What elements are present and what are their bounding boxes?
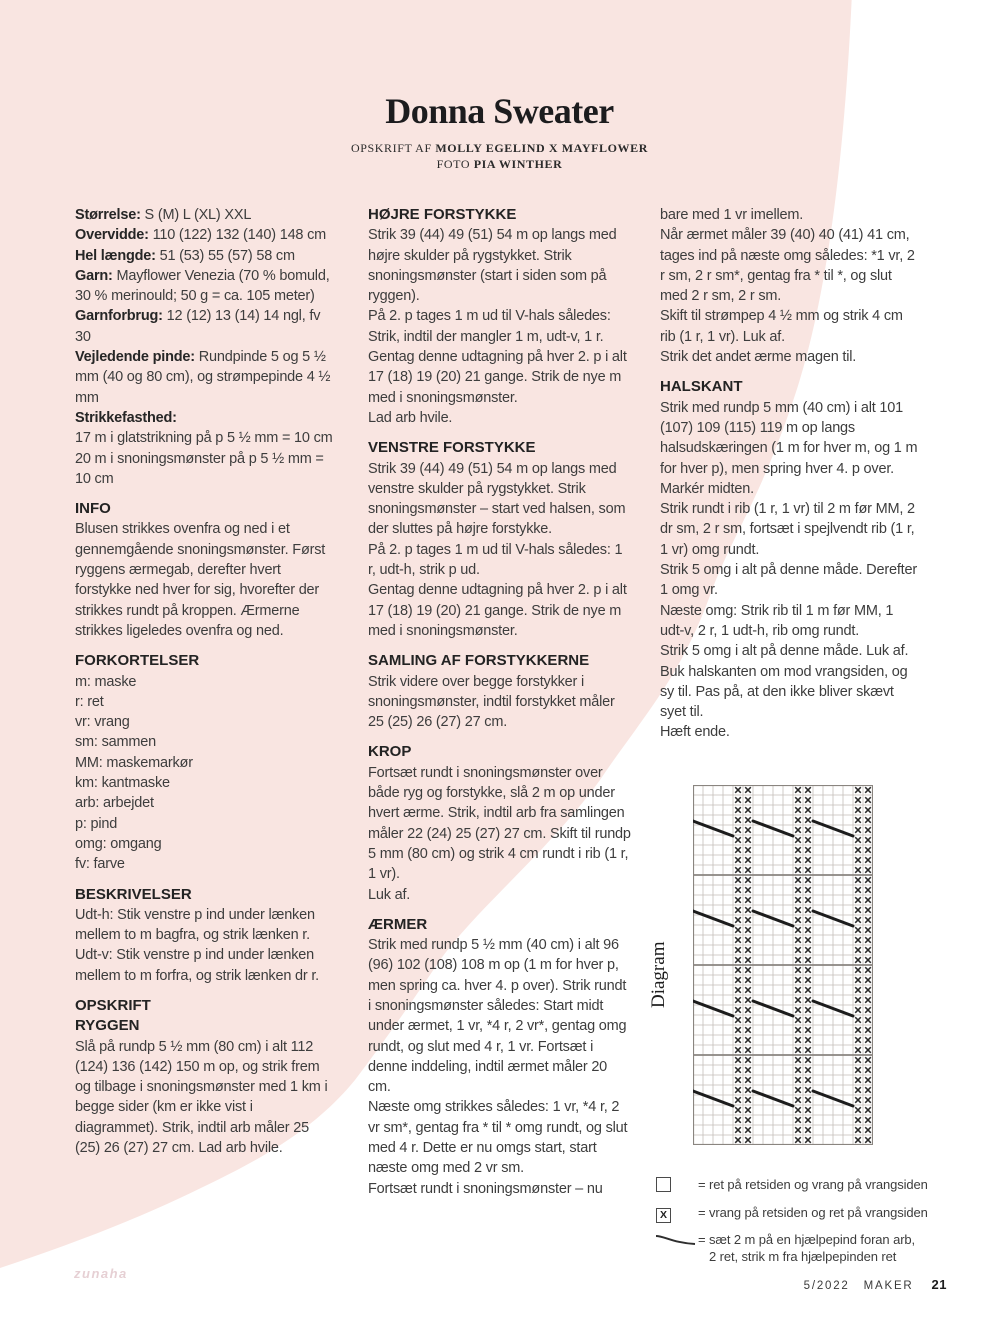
text-block [368, 651, 632, 671]
text-block [75, 306, 337, 347]
block-text: Udt-v: Stik venstre p ind under lænken mellem to m forfra, og strik lænken dr r. [75, 947, 320, 984]
text-block [368, 540, 632, 581]
block-text: Hæft ende. [660, 724, 730, 741]
fact-label: Garnforbrug: [75, 308, 163, 325]
text-block [660, 641, 920, 661]
block-text: 12 (12) 13 (14) 14 ngl, fv 30 [75, 308, 321, 345]
text-block [75, 1037, 337, 1159]
block-text: Strik rundt i rib (1 r, 1 vr) til 2 m før MM, 2 dr sm, 2 r sm, fortsæt i spejlvendt rib (1 r, 1 vr) omg rundt. [660, 501, 915, 558]
legend-text [698, 1231, 915, 1265]
block-text: På 2. p tages 1 m ud til V-hals således: 1 r, udt-h, strik p ud. [368, 541, 623, 579]
text-block [368, 347, 632, 408]
block-text: r: ret [75, 693, 104, 710]
photo-prefix: FOTO [436, 157, 474, 171]
knitting-chart [693, 785, 873, 1145]
block-text: Slå på rundp 5 ½ mm (80 cm) i alt 112 (124) 136 (142) 150 m op, og strik frem og tilbage i snoningsmønster med 1 km i begge sider (km er ikke vist i diagrammet). Strik, indtil arb måler 25 (25) 26 (27) 27 cm. Lad arb hvile. [75, 1038, 328, 1157]
block-text: Strik videre over begge forstykker i snoningsmønster, indtil forstykket måler 25 (25) 26 (27) 27 cm. [368, 673, 615, 731]
text-block [75, 1016, 337, 1036]
text-block [75, 519, 337, 641]
block-text: HØJRE FORSTYKKE [368, 206, 517, 223]
text-block [75, 499, 337, 519]
block-text: Buk halskanten om mod vrangsiden, og sy til. Pas på, at den ikke bliver skævt syet til. [660, 663, 908, 721]
x-glyph: X [656, 1208, 671, 1223]
x-square-icon [656, 1204, 698, 1223]
text-block [660, 560, 920, 601]
column-middle [368, 205, 632, 1199]
text-block [368, 438, 632, 458]
block-text: Næste omg: Strik rib til 1 m før MM, 1 udt-v, 2 r, 1 udt-h, rib omg rundt. [660, 602, 894, 639]
block-text: Strik 39 (44) 49 (51) 54 m op langs med venstre skulder på rygstykket. Strik snoningsmønster – start ved halsen, som der sluttes på højre forstykke. [368, 460, 626, 538]
block-text: Skift til strømpep 4 ½ mm og strik 4 cm rib (1 r, 1 vr). Luk af. [660, 308, 903, 345]
block-text: Næste omg strikkes således: 1 vr, *4 r, 2 vr sm*, gentag fra * til * omg rundt, og slut med 4 r. Dette er nu omgs start, start næste omg med 2 vr sm. [368, 1099, 628, 1177]
text-block [660, 499, 920, 560]
text-block [660, 306, 920, 347]
text-block [75, 428, 337, 448]
block-text: omg: omgang [75, 835, 162, 852]
block-text: 51 (53) 55 (57) 58 cm [155, 247, 295, 264]
block-text: ÆRMER [368, 915, 428, 933]
text-block [368, 763, 632, 885]
text-block [368, 641, 632, 651]
block-text: arb: arbejdet [75, 795, 154, 812]
footer-page-number: 21 [931, 1277, 947, 1292]
watermark: zunaha [74, 1266, 128, 1281]
fact-label: Størrelse: [75, 207, 141, 223]
block-text: m: maske [75, 673, 137, 690]
fact-label: Vejledende pinde: [75, 349, 195, 366]
fact-label: Hel længde: [75, 247, 156, 264]
block-text: S (M) L (XL) XXL [140, 207, 252, 223]
fact-label: Garn: [75, 267, 113, 284]
text-block [75, 266, 337, 307]
block-text: Fortsæt rundt i snoningsmønster over både ryg og forstykke, slå 2 m op under hvert ærme. Strik, indtil arb fra samlingen måler 22 (24) 25 (27) 27 cm. Skift til rundp 5 mm (80 cm) og strik 4 cm rundt i rib (1 r, 1 vr). [368, 764, 631, 883]
legend-item-purl [656, 1204, 956, 1223]
byline-authors: MOLLY EGELIND X MAYFLOWER [435, 141, 649, 155]
block-text: RYGGEN [75, 1017, 140, 1035]
text-block [75, 347, 337, 408]
block-text: sm: sammen [75, 734, 156, 751]
text-block [368, 1179, 632, 1199]
text-block [75, 945, 337, 986]
text-block [75, 814, 337, 834]
text-block [368, 408, 632, 428]
block-text: vr: vrang [75, 714, 130, 731]
byline-photo [0, 157, 999, 172]
legend-cable-line2: 2 ret, strik m fra hjælpepinden ret [709, 1249, 897, 1264]
fact-label: Overvidde: [75, 227, 149, 244]
text-block [660, 377, 920, 397]
byline-prefix: OPSKRIFT AF [350, 141, 436, 155]
text-block [368, 905, 632, 915]
footer-issue: 5/2022 [803, 1280, 850, 1292]
block-text: Blusen strikkes ovenfra og ned i et gennemgående snoningsmønster. Først ryggens ærmegab, derefter hvert forstykke ned hver for sig, hvorefter der strikkes rundt på kroppen. Ærmerne strikkes ligeledes ovenfra og ned. [75, 521, 326, 639]
text-block [660, 205, 920, 225]
text-block [368, 306, 632, 347]
text-block [75, 753, 337, 773]
text-block [75, 672, 337, 692]
block-text: SAMLING AF FORSTYKKERNE [368, 652, 590, 670]
block-text: HALSKANT [660, 378, 743, 396]
text-block [660, 662, 920, 723]
block-text: 110 (122) 132 (140) 148 cm [148, 227, 327, 244]
photo-author: PIA WINTHER [473, 157, 563, 171]
block-text: 17 m i glatstrikning på p 5 ½ mm = 10 cm [75, 430, 333, 447]
text-block [75, 489, 337, 499]
block-text: Gentag denne udtagning på hver 2. p i alt 17 (18) 19 (20) 21 gange. Strik de nye m med i snoningsmønster. [368, 349, 627, 406]
text-block [75, 408, 337, 428]
text-block [75, 205, 337, 225]
text-block [368, 732, 632, 742]
legend-cable-line1: = sæt 2 m på en hjælpepind foran arb, [698, 1232, 916, 1247]
block-text: INFO [75, 500, 111, 518]
page-title: Donna Sweater [385, 91, 614, 131]
text-block [660, 225, 920, 306]
text-block [75, 449, 337, 490]
text-block [75, 875, 337, 885]
legend-text: = vrang på retsiden og ret på vrangsiden [698, 1205, 928, 1220]
legend-text: = ret på retsiden og vrang på vrangsiden [698, 1177, 928, 1192]
block-text: BESKRIVELSER [75, 885, 192, 903]
text-block [75, 712, 337, 732]
text-block [368, 672, 632, 733]
text-block [75, 905, 337, 946]
page-footer [804, 1277, 947, 1292]
text-block [75, 986, 337, 996]
block-text: Når ærmet måler 39 (40) 40 (41) 41 cm, tages ind på næste omg således: *1 vr, 2 r sm, 2 r sm*, gentag fra * til *, og slut med 2 r sm, 2 r sm. [660, 227, 915, 305]
text-block [368, 428, 632, 438]
block-text: OPSKRIFT [75, 996, 151, 1014]
block-text: Mayflower Venezia (70 % bomuld, 30 % merinould; 50 g = ca. 105 meter) [75, 267, 330, 305]
block-text: VENSTRE FORSTYKKE [368, 439, 536, 457]
block-text: Strik 5 omg i alt på denne måde. Derefter 1 omg vr. [660, 562, 917, 599]
diagram-label: Diagram [648, 941, 669, 1008]
text-block [368, 742, 632, 762]
text-block [368, 915, 632, 935]
text-block [368, 1097, 632, 1178]
text-block [368, 580, 632, 641]
footer-magazine: MAKER [863, 1280, 914, 1292]
block-text: KROP [368, 743, 412, 761]
text-block [660, 367, 920, 377]
text-block [75, 996, 337, 1016]
text-block [75, 793, 337, 813]
fact-label: Strikkefasthed: [75, 409, 177, 426]
block-text: fv: farve [75, 856, 125, 873]
text-block [368, 225, 632, 306]
text-block [75, 225, 337, 245]
column-left [75, 205, 337, 1158]
block-text: p: pind [75, 815, 118, 832]
byline-author [0, 141, 999, 156]
block-text: FORKORTELSER [75, 652, 200, 670]
block-text: 20 m i snoningsmønster på p 5 ½ mm = 10 cm [75, 450, 324, 487]
text-block [75, 641, 337, 651]
text-block [368, 935, 632, 1097]
block-text: Strik med rundp 5 mm (40 cm) i alt 101 (107) 109 (115) 119 m op langs halsudskæringen (1 m for hver m, og 1 m for hver p), men spring hver 4. p over. Markér midten. [660, 399, 918, 497]
block-text: Strik med rundp 5 ½ mm (40 cm) i alt 96 (96) 102 (108) 108 m op (1 m for hver p, men spring ca. hver 4. p over). Strik rundt i snoningsmønster således: Start midt under ærmet, 1 vr, *4 r, 2 vr*, gentag omg rundt, og slut med 4 r, 1 vr. Fortsæt i denne inddeling, indtil ærmet måler 20 cm. [368, 937, 627, 1096]
text-block [75, 732, 337, 752]
block-text: MM: maskemarkør [75, 754, 193, 771]
block-text: Gentag denne udtagning på hver 2. p i alt 17 (18) 19 (20) 21 gange. Strik de nye m med i snoningsmønster. [368, 582, 627, 639]
text-block [75, 692, 337, 712]
chart-legend [656, 1176, 956, 1273]
block-text: Udt-h: Stik venstre p ind under lænken mellem to m bagfra, og strik lænken r. [75, 906, 315, 944]
block-text: Rundpinde 5 og 5 ½ mm (40 og 80 cm), og strømpepinde 4 ½ mm [75, 349, 331, 406]
block-text: bare med 1 vr imellem. [660, 207, 804, 223]
empty-square-icon [656, 1176, 698, 1196]
cable-line-icon [656, 1231, 698, 1252]
legend-item-cable [656, 1231, 956, 1265]
text-block [75, 834, 337, 854]
text-block [660, 722, 920, 742]
block-text: km: kantmaske [75, 775, 170, 792]
block-text: Fortsæt rundt i snoningsmønster – nu [368, 1180, 603, 1197]
text-block [368, 459, 632, 540]
block-text: Luk af. [368, 886, 411, 903]
text-block [75, 651, 337, 671]
text-block [75, 773, 337, 793]
knitting-chart-container [693, 785, 873, 1150]
text-block [660, 398, 920, 499]
block-text: Strik 39 (44) 49 (51) 54 m op langs med højre skulder på rygstykket. Strik snoningsmønster (start i siden som på ryggen). [368, 227, 617, 305]
block-text: Lad arb hvile. [368, 409, 453, 426]
text-block [75, 246, 337, 266]
text-block [368, 205, 632, 225]
text-block [75, 885, 337, 905]
text-block [368, 885, 632, 905]
block-text: Strik det andet ærme magen til. [660, 349, 857, 366]
text-block [75, 854, 337, 874]
block-text: Strik 5 omg i alt på denne måde. Luk af. [660, 643, 909, 660]
text-block [660, 601, 920, 642]
text-block [660, 347, 920, 367]
column-right [660, 205, 920, 743]
block-text: På 2. p tages 1 m ud til V-hals således: Strik, indtil der mangler 1 m, udt-v, 1 r. [368, 308, 611, 345]
legend-item-knit [656, 1176, 956, 1196]
